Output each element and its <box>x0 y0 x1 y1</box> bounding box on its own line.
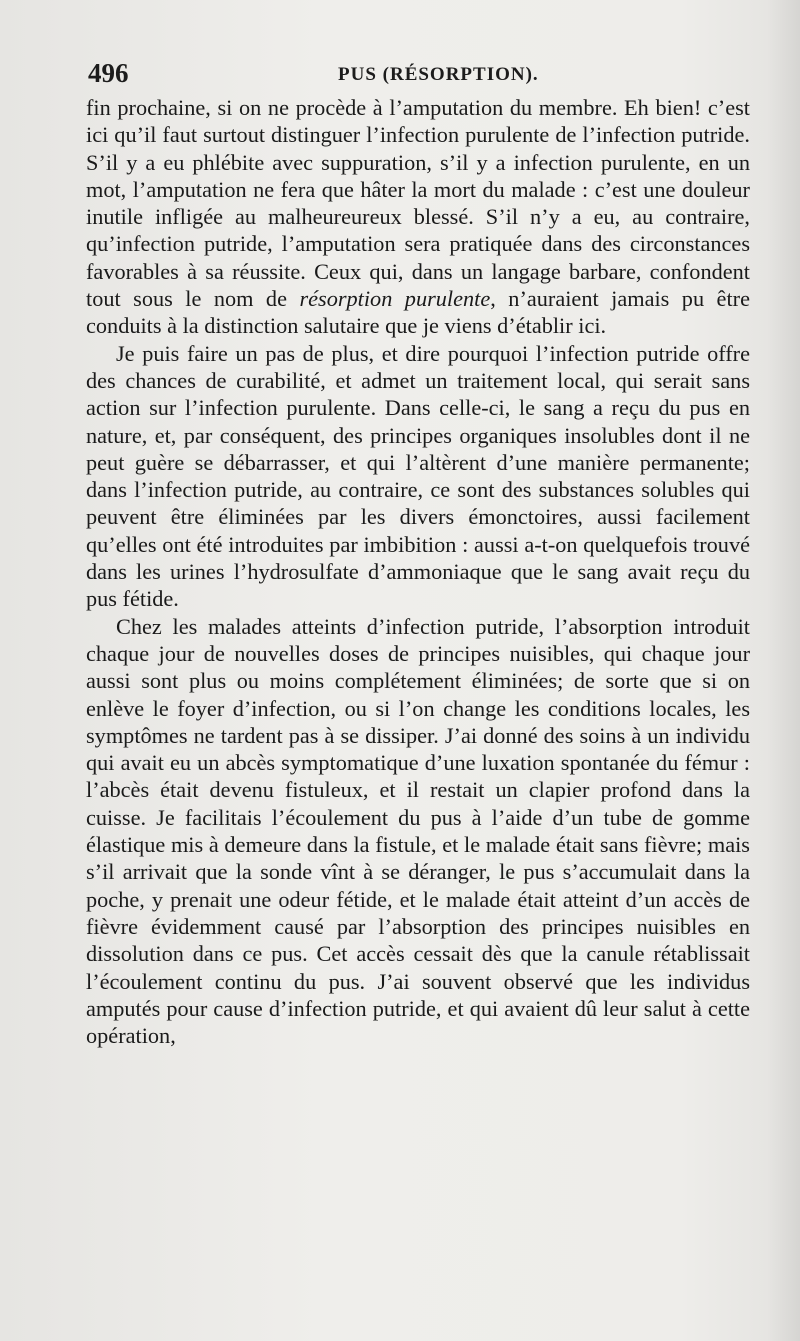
paragraph-1-text-b: , n’auraient jamais pu être conduits à la distinction salutaire que je viens d’établir ici. <box>86 286 750 339</box>
page-header <box>88 58 750 92</box>
running-head: PUS (RÉSORPTION). <box>338 64 539 85</box>
paragraph-1-text-a: fin prochaine, si on ne procède à l’amputation du membre. Eh bien! c’est ici qu’il faut surtout distinguer l’infection purulente de l’infection putride. S’il y a eu phlébite avec suppuration, s’il y a infection purulente, en un mot, l’amputation ne fera que hâter la mort du malade : c’est une douleur inutile infligée au malheureureux blessé. S’il n’y a eu, au contraire, qu’infection putride, l’amputation sera pratiquée dans des circonstances favorables à sa réussite. Ceux qui, dans un langage barbare, confondent tout sous le nom de <box>86 95 750 312</box>
paragraph-2: Je puis faire un pas de plus, et dire pourquoi l’infection putride offre des chances de curabilité, et admet un traitement local, qui serait sans action sur l’infection purulente. Dans celle-ci, le sang a reçu du pus en nature, et, par conséquent, des principes organiques insolubles dont il ne peut guère se débarrasser, et qui l’altèrent d’une manière permanente; dans l’infection putride, au contraire, ce sont des substances solubles qui peuvent être éliminées par les divers émonctoires, aussi facilement qu’elles ont été introduites par imbibition : aussi a-t-on quelquefois trouvé dans les urines l’hydrosulfate d’ammoniaque que le sang avait reçu du pus fétide. <box>86 340 750 612</box>
body-text <box>86 94 750 1049</box>
paragraph-1 <box>86 94 750 340</box>
paragraph-3: Chez les malades atteints d’infection putride, l’absorption introduit chaque jour de nouvelles doses de principes nuisibles, qui chaque jour aussi sont plus ou moins complétement éliminées; de sorte que si on enlève le foyer d’infection, ou si l’on change les conditions locales, les symptômes ne tardent pas à se dissiper. J’ai donné des soins à un individu qui avait eu un abcès symptomatique d’une luxation spontanée du fémur : l’abcès était devenu fistuleux, et il restait un clapier profond dans la cuisse. Je facilitais l’écoulement du pus à l’aide d’un tube de gomme élastique mis à demeure dans la fistule, et le malade était sans fièvre; mais s’il arrivait que la sonde vînt à se déranger, le pus s’accumulait dans la poche, y prenait une odeur fétide, et le malade était atteint d’un accès de fièvre évidemment causé par l’absorption des principes nuisibles en dissolution dans ce pus. Cet accès cessait dès que la canule rétablissait l’écoulement continu du pus. J’ai souvent observé que les individus amputés pour cause d’infection putride, et qui avaient dû leur salut à cette opération, <box>86 613 750 1049</box>
page-number: 496 <box>88 58 129 88</box>
paragraph-1-italic-term: résorption purulente <box>299 286 491 312</box>
